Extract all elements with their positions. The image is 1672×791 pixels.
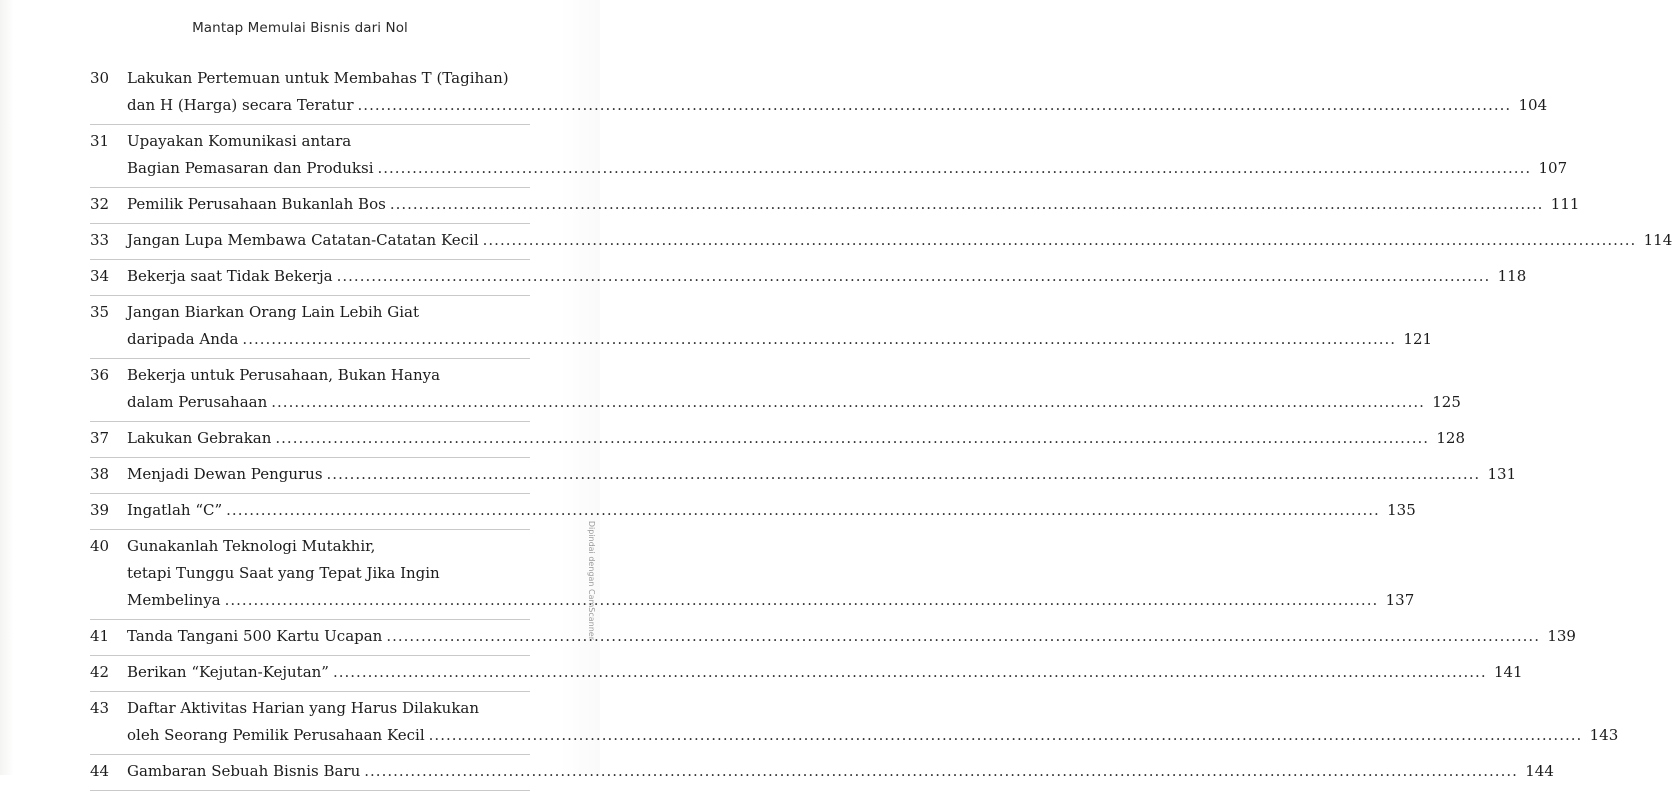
dot-leader: ........................................................................................................................................................................................................ bbox=[242, 330, 1397, 348]
toc-entry-number: 43 bbox=[90, 699, 110, 717]
dot-leader: ........................................................................................................................................................................................................ bbox=[377, 159, 1532, 177]
toc-entry-body bbox=[127, 461, 1517, 488]
toc-entry-page-number: 135 bbox=[1387, 501, 1416, 519]
toc-entry-number: 40 bbox=[90, 537, 110, 555]
toc-entry-number: 42 bbox=[90, 663, 110, 681]
toc-entry-body bbox=[127, 623, 1576, 650]
toc-entry-body bbox=[127, 659, 1523, 686]
dot-leader: ........................................................................................................................................................................................................ bbox=[332, 663, 1487, 681]
toc-entry-page-number: 114 bbox=[1643, 231, 1672, 249]
dot-leader: ........................................................................................................................................................................................................ bbox=[364, 762, 1518, 780]
toc-entry-number: 33 bbox=[90, 231, 110, 249]
toc-entry-last-line bbox=[127, 461, 1517, 488]
toc-entry-page-number: 139 bbox=[1547, 627, 1576, 645]
toc-entry[interactable] bbox=[90, 692, 1619, 755]
toc-entry-body bbox=[127, 227, 1672, 254]
toc-entry-title: daripada Anda bbox=[127, 330, 239, 348]
toc-entry-title: Gambaran Sebuah Bisnis Baru bbox=[127, 762, 361, 780]
toc-entry-page-number: 107 bbox=[1538, 159, 1568, 177]
toc-entry-title: Berikan “Kejutan-Kejutan” bbox=[127, 663, 329, 681]
toc-entry-body bbox=[127, 758, 1554, 785]
toc-entry-line: Bekerja untuk Perusahaan, Bukan Hanya bbox=[127, 366, 441, 384]
toc-entry-page-number: 141 bbox=[1493, 663, 1523, 681]
toc-entry-line: Upayakan Komunikasi antara bbox=[127, 132, 352, 150]
toc-entry[interactable] bbox=[90, 620, 1576, 656]
toc-entry-last-line bbox=[127, 659, 1523, 686]
running-header: Mantap Memulai Bisnis dari Nol bbox=[192, 20, 408, 36]
toc-entry-number: 41 bbox=[90, 627, 110, 645]
toc-entry-page-number: 131 bbox=[1487, 465, 1517, 483]
toc-entry-title: Membelinya bbox=[127, 591, 221, 609]
toc-entry[interactable] bbox=[90, 656, 1523, 692]
toc-entry-body bbox=[127, 497, 1416, 524]
toc-entry-body bbox=[127, 191, 1580, 218]
toc-entry-page-number: 111 bbox=[1550, 195, 1580, 213]
toc-entry[interactable] bbox=[90, 224, 1672, 260]
toc-entry-page-number: 143 bbox=[1589, 726, 1619, 744]
toc-entry-body bbox=[127, 425, 1466, 452]
toc-entry-title: Pemilik Perusahaan Bukanlah Bos bbox=[127, 195, 386, 213]
toc-entry-line: Jangan Biarkan Orang Lain Lebih Giat bbox=[127, 303, 419, 321]
toc-entry[interactable] bbox=[90, 62, 1548, 125]
toc-entry-last-line bbox=[127, 758, 1554, 785]
toc-entry-number: 39 bbox=[90, 501, 110, 519]
toc-entry[interactable] bbox=[90, 359, 1461, 422]
dot-leader: ........................................................................................................................................................................................................ bbox=[389, 195, 1544, 213]
dot-leader: ........................................................................................................................................................................................................ bbox=[482, 231, 1637, 249]
toc-entry-last-line bbox=[127, 623, 1576, 650]
toc-entry-title: Bekerja saat Tidak Bekerja bbox=[127, 267, 333, 285]
toc-entry-last-line bbox=[127, 389, 1461, 416]
toc-entry-page-number: 137 bbox=[1385, 591, 1415, 609]
toc-entry-title: Menjadi Dewan Pengurus bbox=[127, 465, 323, 483]
toc-entry-body bbox=[127, 299, 1433, 353]
toc-entry-number: 32 bbox=[90, 195, 110, 213]
toc-entry[interactable] bbox=[90, 260, 1527, 296]
dot-leader: ........................................................................................................................................................................................................ bbox=[428, 726, 1583, 744]
toc-entry-last-line bbox=[127, 155, 1568, 182]
toc-entry-last-line bbox=[127, 722, 1619, 749]
toc-entry-last-line bbox=[127, 326, 1433, 353]
dot-leader: ........................................................................................................................................................................................................ bbox=[226, 501, 1380, 519]
toc-entry[interactable] bbox=[90, 458, 1517, 494]
toc-entry-title: Ingatlah “C” bbox=[127, 501, 223, 519]
toc-entry[interactable] bbox=[90, 296, 1433, 359]
toc-entry-title: Jangan Lupa Membawa Catatan-Catatan Kecil bbox=[127, 231, 479, 249]
toc-entry-body bbox=[127, 695, 1619, 749]
toc-entry-number: 34 bbox=[90, 267, 110, 285]
toc-entry-page-number: 125 bbox=[1432, 393, 1461, 411]
toc-entry-title: Tanda Tangani 500 Kartu Ucapan bbox=[127, 627, 383, 645]
toc-entry-last-line bbox=[127, 587, 1415, 614]
toc-entry-number: 30 bbox=[90, 69, 110, 87]
toc-entry-line: Daftar Aktivitas Harian yang Harus Dilakukan bbox=[127, 699, 480, 717]
toc-entry-title: dalam Perusahaan bbox=[127, 393, 268, 411]
toc-entry-last-line bbox=[127, 191, 1580, 218]
toc-entry-page-number: 118 bbox=[1497, 267, 1527, 285]
dot-leader: ........................................................................................................................................................................................................ bbox=[224, 591, 1379, 609]
toc-entry-line: tetapi Tunggu Saat yang Tepat Jika Ingin bbox=[127, 564, 440, 582]
toc-entry-body bbox=[127, 65, 1548, 119]
toc-entry[interactable] bbox=[90, 125, 1568, 188]
toc-entry-page-number: 121 bbox=[1403, 330, 1433, 348]
toc-entry-title: dan H (Harga) secara Teratur bbox=[127, 96, 354, 114]
dot-leader: ........................................................................................................................................................................................................ bbox=[336, 267, 1491, 285]
toc-entry-title: oleh Seorang Pemilik Perusahaan Kecil bbox=[127, 726, 425, 744]
toc-entry-number: 38 bbox=[90, 465, 110, 483]
toc-entry-number: 36 bbox=[90, 366, 110, 384]
toc-entry[interactable] bbox=[90, 755, 1554, 791]
toc-entry-body bbox=[127, 362, 1461, 416]
toc-entry-title: Lakukan Gebrakan bbox=[127, 429, 272, 447]
toc-entry-number: 44 bbox=[90, 762, 110, 780]
dot-leader: ........................................................................................................................................................................................................ bbox=[275, 429, 1430, 447]
toc-entry-last-line bbox=[127, 497, 1416, 524]
dot-leader: ........................................................................................................................................................................................................ bbox=[326, 465, 1481, 483]
dot-leader: ........................................................................................................................................................................................................ bbox=[271, 393, 1425, 411]
toc-entry[interactable] bbox=[90, 422, 1466, 458]
toc-entry-number: 37 bbox=[90, 429, 110, 447]
toc-entry-line: Lakukan Pertemuan untuk Membahas T (Tagihan) bbox=[127, 69, 509, 87]
toc-entry-last-line bbox=[127, 425, 1466, 452]
toc-entry-number: 31 bbox=[90, 132, 110, 150]
dot-leader: ........................................................................................................................................................................................................ bbox=[357, 96, 1512, 114]
toc-entry-number: 35 bbox=[90, 303, 110, 321]
dot-leader: ........................................................................................................................................................................................................ bbox=[386, 627, 1540, 645]
toc-entry-last-line bbox=[127, 263, 1527, 290]
toc-entry-page-number: 144 bbox=[1525, 762, 1554, 780]
toc-entry-line: Gunakanlah Teknologi Mutakhir, bbox=[127, 537, 376, 555]
toc-entry-title: Bagian Pemasaran dan Produksi bbox=[127, 159, 374, 177]
toc-entry-body bbox=[127, 263, 1527, 290]
toc-entry-page-number: 104 bbox=[1518, 96, 1548, 114]
toc-entry-last-line bbox=[127, 92, 1548, 119]
scanner-watermark: Dipindai dengan CamScanner bbox=[587, 520, 596, 640]
toc-entry[interactable] bbox=[90, 188, 1580, 224]
toc-entry[interactable] bbox=[90, 494, 1416, 530]
toc-entry-page-number: 128 bbox=[1436, 429, 1466, 447]
toc-entry-body bbox=[127, 128, 1568, 182]
toc-entry-last-line bbox=[127, 227, 1672, 254]
